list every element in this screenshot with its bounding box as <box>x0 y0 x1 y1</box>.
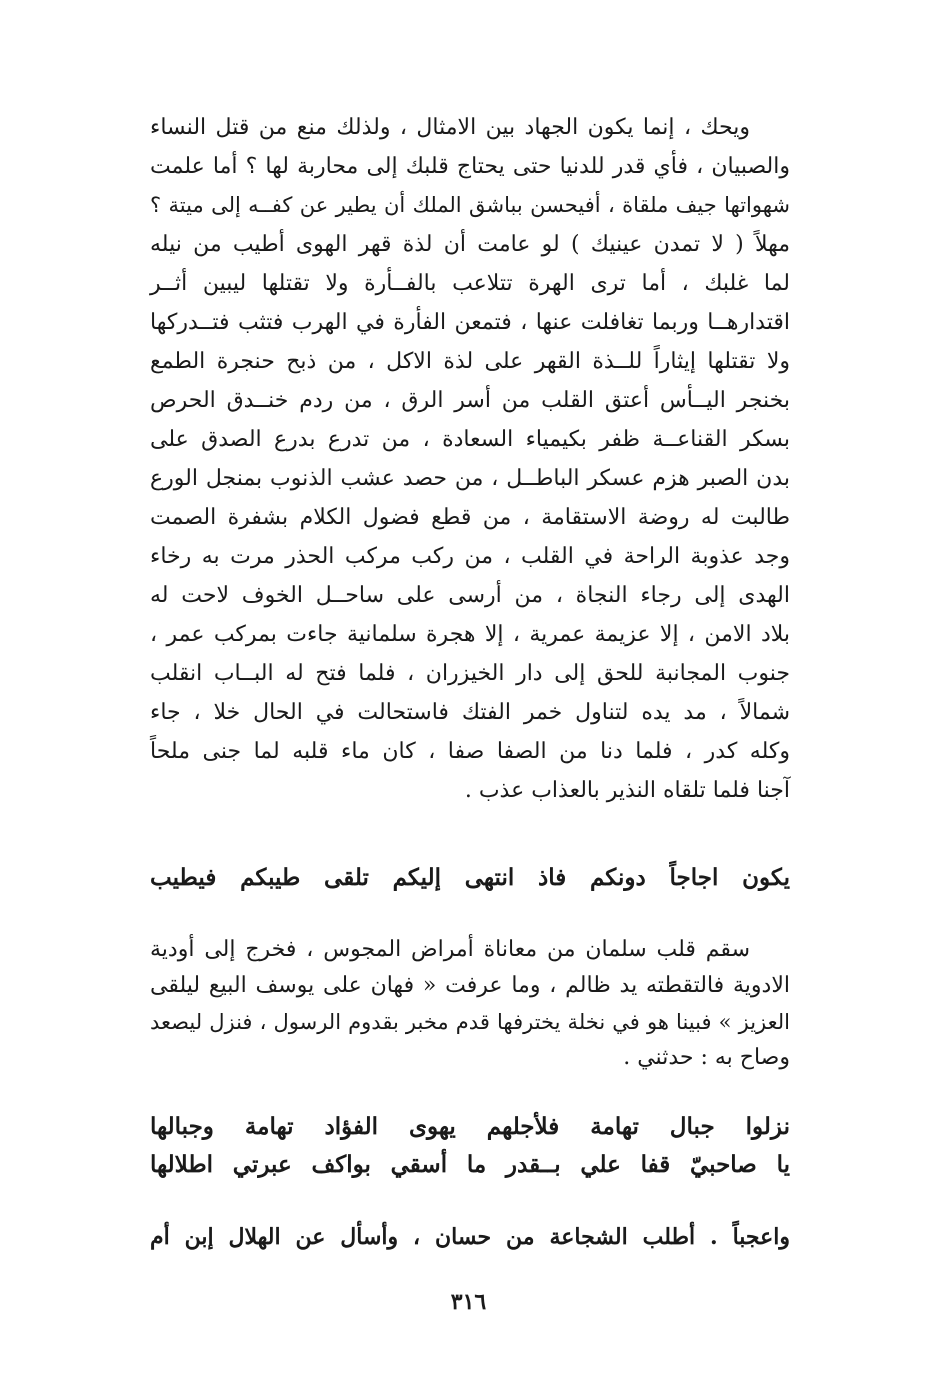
verse-couplet <box>150 858 790 897</box>
text-line: ولا تقتلها إيثاراً للــذة القهر على لذة الاكل ، من ذبح حنجرة الطمع <box>150 349 790 374</box>
text-line: اقتدارهــا وربما تغافلت عنها ، فتمعن الفأرة في الهرب فتثب فتــدركها <box>150 310 790 335</box>
text-line: الادوية فالتقطته يد ظالم ، وما عرفت « فهان على يوسف البيع ليلقى <box>150 973 790 998</box>
text-line: والصبيان ، فأي قدر للدنيا حتى يحتاج قلبك إلى محاربة لها ؟ أما علمت <box>150 154 790 179</box>
verse-line: يا صاحبيّ قفا علي بــقدر ما أسقي بواكف عبرتي اطلالها <box>150 1151 790 1178</box>
verse-line: يكون اجاجاً دونكم فاذ انتهى إليكم تلقى طيبكم فيطيب <box>150 864 790 891</box>
text-line: سقم قلب سلمان من معاناة أمراض المجوس ، فخرج إلى أودية <box>150 937 750 962</box>
text-line: وكله كدر ، فلما دنا من الصفا صفا ، كان ماء قلبه لما جنى ملحاً <box>150 739 790 764</box>
text-line: آجنا فلما تلقاه النذير بالعذاب عذب . <box>464 778 790 803</box>
text-line: وجد عذوبة الراحة في القلب ، من ركب مركب الحذر مرت به رخاء <box>150 544 790 569</box>
paragraph-salman <box>150 932 790 1076</box>
text-line: العزيز » فبينا هو في نخلة يخترفها قدم مخبر بقدوم الرسول ، فنزل ليصعد <box>150 1010 790 1034</box>
paragraph-main <box>150 108 790 810</box>
text-line: الهدى إلى رجاء النجاة ، من أرسى على ساحــل الخوف لاحت له <box>150 583 790 608</box>
text-line: شهواتها جيف ملقاة ، أفيحسن بباشق الملك أن يطير عن كفــه إلى ميتة ؟ <box>150 193 790 217</box>
text-line: بخنجر اليــأس أعتق القلب من أسر الرق ، من ردم خنــدق الحرص <box>150 388 790 413</box>
verse-line: نزلوا جبال تهامة فلأجلهم يهوى الفؤاد تهامة وجبالها <box>150 1113 790 1140</box>
text-line: شمالاً ، مد يده لتناول خمر الفتك فاستحالت في الحال خلا ، جاء <box>150 700 790 725</box>
text-line: بدن الصبر هزم عسكر الباطــل ، من حصد عشب الذنوب بمنجل الورع <box>150 466 791 491</box>
text-line: ويحك ، إنما يكون الجهاد بين الامثال ، ولذلك منع من قتل النساء <box>150 115 750 140</box>
text-line: طالبت له روضة الاستقامة ، من قطع فضول الكلام بشفرة الصمت <box>150 505 790 530</box>
text-line: واعجباً . أطلب الشجاعة من حسان ، وأسأل عن الهلال إبن أم <box>150 1224 790 1250</box>
page-number: ٣١٦ <box>450 1289 487 1315</box>
text-line: بلاد الامن ، إلا عزيمة عمرية ، إلا هجرة سلمانية جاءت بمركب عمر ، <box>150 622 790 647</box>
text-line: جنوب المجانبة للحق إلى دار الخيزران ، فلما فتح له البــاب انقلب <box>150 661 790 686</box>
text-line: لما غلبك ، أما ترى الهرة تتلاعب بالفــأرة ولا تقتلها ليبين أثــر <box>150 271 790 296</box>
text-line: بسكر القناعــة ظفر بكيمياء السعادة ، من تدرع بدرع الصدق على <box>150 427 790 452</box>
text-line: مهلاً ( لا تمدن عينيك ) لو عامت أن لذة قهر الهوى أطيب من نيله <box>150 232 790 257</box>
paragraph-closing <box>150 1218 790 1257</box>
verse-tihama <box>150 1108 790 1184</box>
text-line: وصاح به : حدثني . <box>623 1045 790 1070</box>
